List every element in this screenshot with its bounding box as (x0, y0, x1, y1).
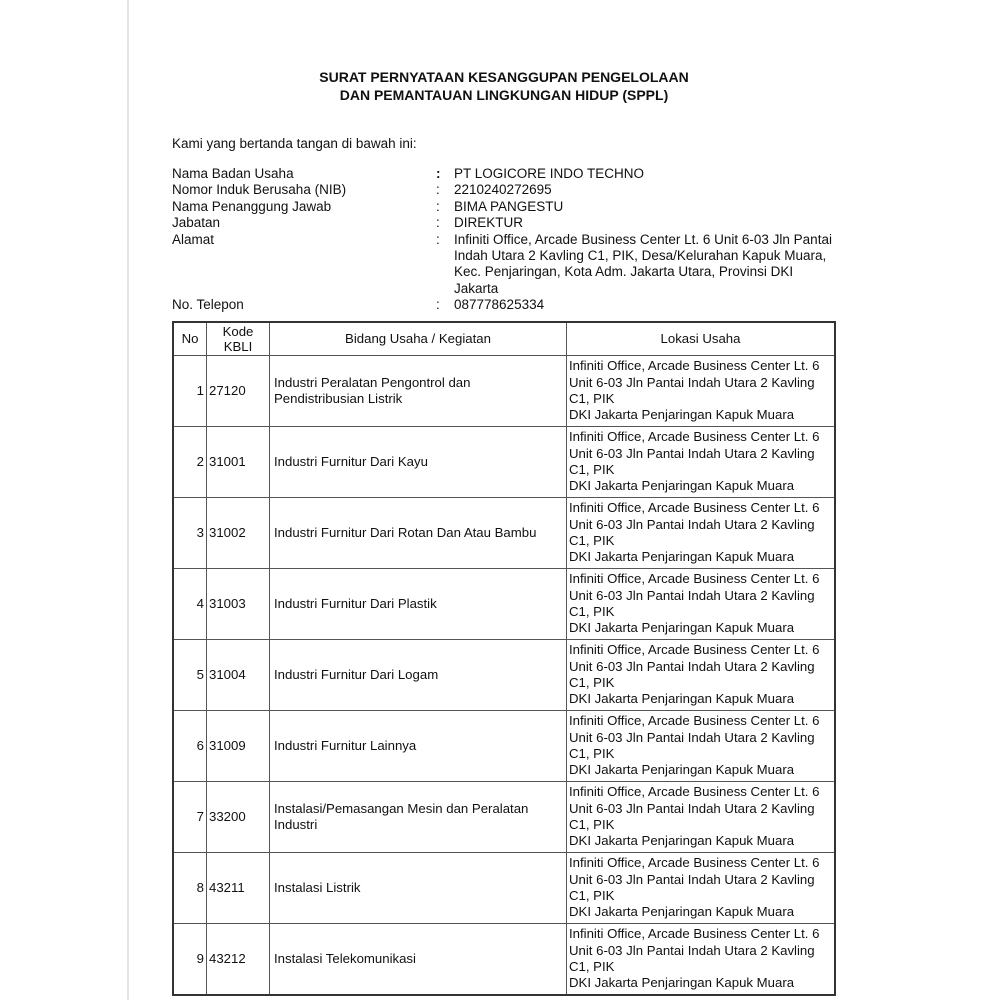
row-location-address: Infiniti Office, Arcade Business Center Lt. 6 Unit 6-03 Jln Pantai Indah Utara 2 Kavling C1, PIK (569, 784, 820, 832)
info-colon: : (436, 198, 440, 214)
info-value: 2210240272695 (454, 182, 552, 198)
row-number: 2 (173, 427, 207, 498)
info-label: Jabatan (172, 215, 221, 231)
info-row (172, 232, 842, 298)
row-location-area: DKI Jakarta Penjaringan Kapuk Muara (569, 975, 795, 991)
header-code-line1: Kode (222, 324, 254, 339)
table-row (173, 924, 835, 996)
info-value: Infiniti Office, Arcade Business Center Lt. 6 Unit 6-03 Jln Pantai Indah Utara 2 Kavling C1, PIK, Desa/Kelurahan Kapuk Muara, Kec. Penjaringan, Kota Adm. Jakarta Utara, Provinsi DKI Jakarta (454, 231, 832, 296)
table-row (173, 427, 835, 498)
info-value: PT LOGICORE INDO TECHNO (454, 166, 645, 181)
row-activity: Industri Peralatan Pengontrol dan Pendistribusian Listrik (270, 356, 567, 427)
info-row (172, 199, 842, 215)
info-colon: : (436, 231, 440, 247)
header-no: No (173, 322, 207, 356)
row-number: 5 (173, 640, 207, 711)
header-code-line2: KBLI (223, 339, 253, 354)
info-value: DIREKTUR (454, 215, 524, 231)
row-location-address: Infiniti Office, Arcade Business Center Lt. 6 Unit 6-03 Jln Pantai Indah Utara 2 Kavling C1, PIK (569, 642, 820, 690)
header-location: Lokasi Usaha (567, 322, 836, 356)
row-location-address: Infiniti Office, Arcade Business Center Lt. 6 Unit 6-03 Jln Pantai Indah Utara 2 Kavling C1, PIK (569, 358, 820, 406)
table-row (173, 782, 835, 853)
row-location-address: Infiniti Office, Arcade Business Center Lt. 6 Unit 6-03 Jln Pantai Indah Utara 2 Kavling C1, PIK (569, 429, 820, 477)
row-kbli-code: 31002 (207, 498, 270, 569)
header-code (207, 322, 270, 356)
info-value: 087778625334 (454, 297, 545, 313)
table-row (173, 640, 835, 711)
row-location (567, 640, 836, 711)
info-value: BIMA PANGESTU (454, 198, 564, 214)
business-activity-table (172, 321, 836, 996)
company-info (172, 166, 842, 314)
info-label: Nama Badan Usaha (172, 166, 294, 181)
row-activity: Industri Furnitur Dari Kayu (270, 427, 567, 498)
row-location (567, 782, 836, 853)
intro-text: Kami yang bertanda tangan di bawah ini: (172, 136, 417, 151)
row-location (567, 924, 836, 996)
row-activity: Industri Furnitur Dari Logam (270, 640, 567, 711)
row-number: 4 (173, 569, 207, 640)
row-location (567, 853, 836, 924)
page-left-edge (127, 0, 129, 1000)
row-location-area: DKI Jakarta Penjaringan Kapuk Muara (569, 407, 795, 423)
info-colon: : (436, 166, 441, 181)
document-title (172, 68, 836, 104)
info-colon: : (436, 297, 440, 313)
info-row (172, 166, 842, 182)
row-location-area: DKI Jakarta Penjaringan Kapuk Muara (569, 904, 795, 920)
row-activity: Industri Furnitur Dari Rotan Dan Atau Bambu (270, 498, 567, 569)
row-number: 8 (173, 853, 207, 924)
row-activity: Industri Furnitur Dari Plastik (270, 569, 567, 640)
table-row (173, 853, 835, 924)
row-kbli-code: 31004 (207, 640, 270, 711)
title-line-2: DAN PEMANTAUAN LINGKUNGAN HIDUP (SPPL) (339, 87, 669, 103)
info-colon: : (436, 182, 440, 198)
row-location-area: DKI Jakarta Penjaringan Kapuk Muara (569, 762, 795, 778)
row-location-area: DKI Jakarta Penjaringan Kapuk Muara (569, 833, 795, 849)
row-activity: Instalasi Listrik (270, 853, 567, 924)
info-label: Alamat (172, 231, 215, 247)
row-location (567, 356, 836, 427)
info-label: No. Telepon (172, 297, 244, 313)
header-activity: Bidang Usaha / Kegiatan (270, 322, 567, 356)
row-location-area: DKI Jakarta Penjaringan Kapuk Muara (569, 620, 795, 636)
row-location-area: DKI Jakarta Penjaringan Kapuk Muara (569, 691, 795, 707)
row-location-address: Infiniti Office, Arcade Business Center Lt. 6 Unit 6-03 Jln Pantai Indah Utara 2 Kavling C1, PIK (569, 571, 820, 619)
row-activity: Instalasi/Pemasangan Mesin dan Peralatan Industri (270, 782, 567, 853)
row-kbli-code: 31009 (207, 711, 270, 782)
row-kbli-code: 43212 (207, 924, 270, 996)
row-number: 6 (173, 711, 207, 782)
row-kbli-code: 33200 (207, 782, 270, 853)
row-kbli-code: 27120 (207, 356, 270, 427)
info-colon: : (436, 215, 440, 231)
table-row (173, 711, 835, 782)
table-row (173, 498, 835, 569)
row-location-address: Infiniti Office, Arcade Business Center Lt. 6 Unit 6-03 Jln Pantai Indah Utara 2 Kavling C1, PIK (569, 926, 820, 974)
row-activity: Industri Furnitur Lainnya (270, 711, 567, 782)
table-row (173, 356, 835, 427)
row-location-address: Infiniti Office, Arcade Business Center Lt. 6 Unit 6-03 Jln Pantai Indah Utara 2 Kavling C1, PIK (569, 500, 820, 548)
row-kbli-code: 43211 (207, 853, 270, 924)
row-number: 1 (173, 356, 207, 427)
row-location-area: DKI Jakarta Penjaringan Kapuk Muara (569, 478, 795, 494)
row-number: 3 (173, 498, 207, 569)
info-label: Nomor Induk Berusaha (NIB) (172, 182, 347, 198)
row-location (567, 498, 836, 569)
row-kbli-code: 31001 (207, 427, 270, 498)
row-location-address: Infiniti Office, Arcade Business Center Lt. 6 Unit 6-03 Jln Pantai Indah Utara 2 Kavling C1, PIK (569, 713, 820, 761)
table-header-row (173, 322, 835, 356)
title-line-1: SURAT PERNYATAAN KESANGGUPAN PENGELOLAAN (319, 69, 689, 85)
row-kbli-code: 31003 (207, 569, 270, 640)
row-location-area: DKI Jakarta Penjaringan Kapuk Muara (569, 549, 795, 565)
row-location (567, 711, 836, 782)
row-number: 7 (173, 782, 207, 853)
info-label: Nama Penanggung Jawab (172, 198, 332, 214)
info-row (172, 215, 842, 231)
info-row (172, 297, 842, 313)
row-location (567, 427, 836, 498)
row-activity: Instalasi Telekomunikasi (270, 924, 567, 996)
row-location-address: Infiniti Office, Arcade Business Center Lt. 6 Unit 6-03 Jln Pantai Indah Utara 2 Kavling C1, PIK (569, 855, 820, 903)
table-row (173, 569, 835, 640)
info-row (172, 182, 842, 198)
row-number: 9 (173, 924, 207, 996)
row-location (567, 569, 836, 640)
